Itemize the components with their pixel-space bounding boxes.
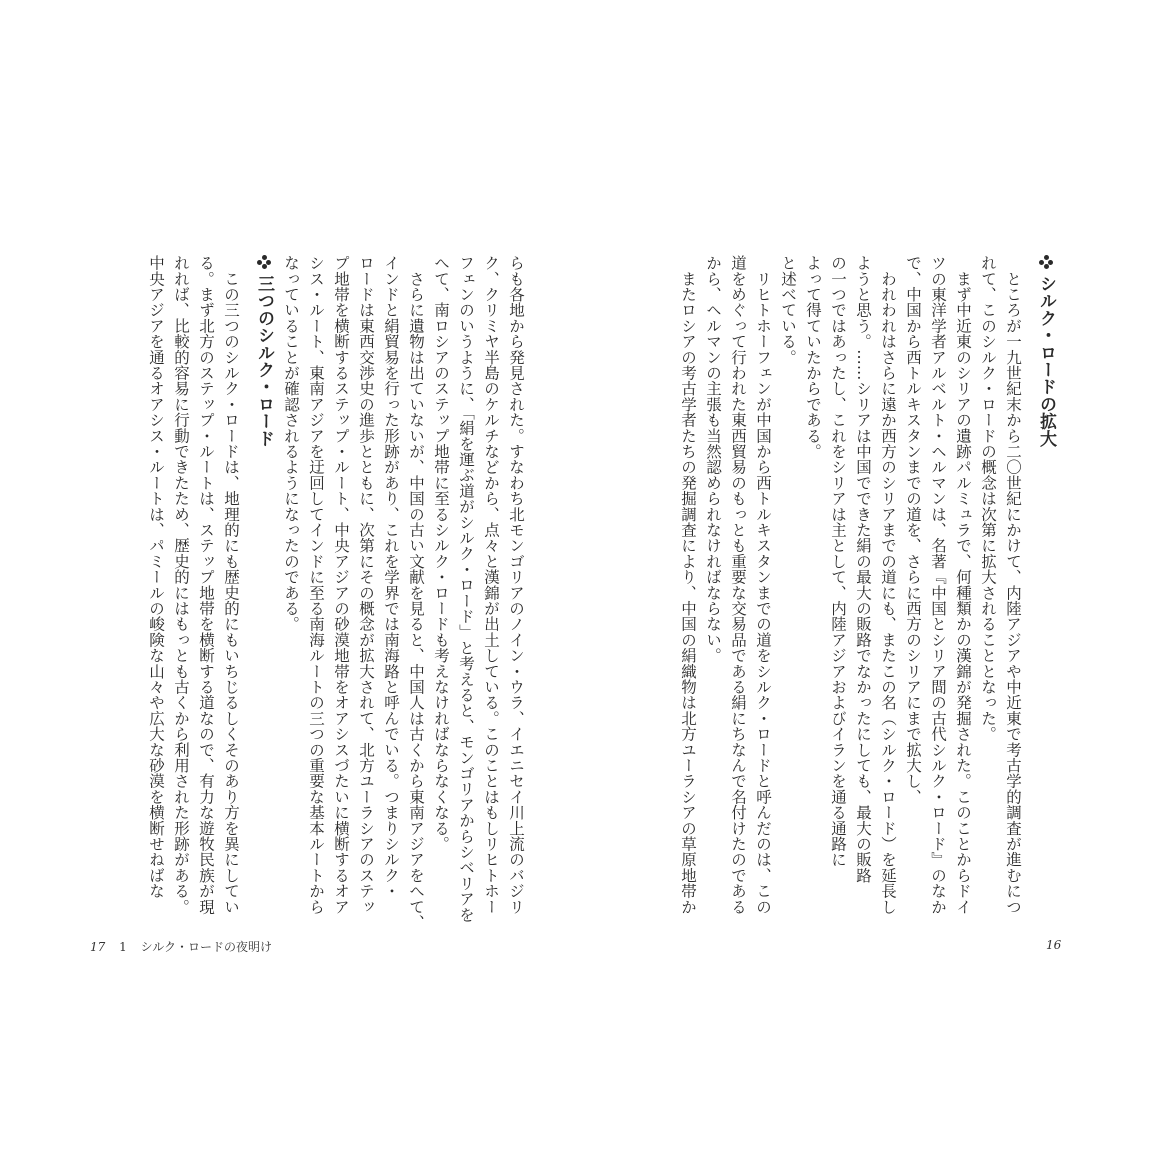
heading-ornament-icon bbox=[257, 255, 271, 269]
text-line: 道をめぐって行われた東西貿易のもっとも重要な交易品である絹にちなんで名付けたのである bbox=[729, 255, 747, 915]
text-line: れて、このシルク・ロードの概念は次第に拡大されることとなった。 bbox=[979, 255, 997, 742]
text-line: と述べている。 bbox=[779, 255, 797, 365]
text-line: この三つのシルク・ロードは、地理的にも歴史的にもいちじるしくそのあり方を異にしてい bbox=[222, 255, 240, 915]
text-line: る。まず北方のステップ・ルートは、ステップ地帯を横断する道なので、有力な遊牧民族が現 bbox=[197, 255, 215, 915]
text-line: ところが一九世紀末から二〇世紀にかけて、内陸アジアや中近東で考古学的調査が進むにつ bbox=[1004, 255, 1022, 915]
text-line: リヒトホーフェンが中国から西トルキスタンまでの道をシルク・ロードと呼んだのは、この bbox=[754, 255, 772, 915]
chapter-number: 1 bbox=[119, 940, 127, 954]
right-page-text bbox=[620, 255, 1060, 935]
text-line: の一つではあったし、これをシリアは主として、内陸アジアおよびイランを通る通路に bbox=[829, 255, 847, 868]
text-line: ク、クリミヤ半島のケルチなどから、点々と漢錦が出土している。このことはもしリヒトホー bbox=[482, 255, 500, 915]
page-number-left: 17 bbox=[90, 940, 106, 954]
left-page-footer bbox=[90, 938, 272, 955]
text-line: シス・ルート、東南アジアを迂回してインドに至る南海ルートの三つの重要な基本ルートから bbox=[307, 255, 325, 915]
text-line: われわれはさらに遠か西方のシリアまでの道にも、またこの名（シルク・ロード）を延長し bbox=[879, 255, 897, 915]
text-line: から、ヘルマンの主張も当然認められなければならない。 bbox=[704, 255, 722, 664]
text-line: よって得ていたからである。 bbox=[804, 255, 822, 460]
text-line: 中央アジアを通るオアシス・ルートは、パミールの峻険な山々や広大な砂漠を横断せねばな bbox=[147, 255, 165, 899]
text-line: フェンのいうように、「絹を運ぶ道がシルク・ロード」と考えると、モンゴリアからシベリアを bbox=[457, 255, 475, 923]
heading-ornament-icon bbox=[1039, 255, 1053, 269]
text-line: プ地帯を横断するステップ・ルート、中央アジアの砂漠地帯をオアシスづたいに横断するオア bbox=[332, 255, 350, 915]
text-line: で、中国から西トルキスタンまでの道を、さらに西方のシリアにまで拡大し、 bbox=[904, 255, 922, 805]
section-heading-text: 三つのシルク・ロード bbox=[254, 275, 274, 447]
left-page bbox=[88, 255, 528, 935]
section-heading bbox=[1033, 255, 1058, 935]
text-line: まず中近東のシリアの遺跡パルミュラで、何種類かの漢錦が発掘された。このことからドイ bbox=[954, 255, 972, 915]
page-number-right: 16 bbox=[1046, 938, 1062, 952]
text-line: インドと絹貿易を行った形跡があり、これを学界では南海路と呼んでいる。つまりシルク・ bbox=[382, 255, 400, 899]
text-line: ようと思う。……シリアは中国でできた絹の最大の販路でなかったにしても、最大の販路 bbox=[854, 255, 872, 883]
text-line: またロシアの考古学者たちの発掘調査により、中国の絹織物は北方ユーラシアの草原地帯か bbox=[679, 255, 697, 915]
text-line: さらに遺物は出ていないが、中国の古い文献を見ると、中国人は古くから東南アジアをへて、 bbox=[407, 255, 425, 931]
chapter-title: シルク・ロードの夜明け bbox=[140, 940, 273, 954]
text-line: へて、南ロシアのステップ地帯に至るシルク・ロードも考えなければならなくなる。 bbox=[432, 255, 450, 852]
section-heading-text: シルク・ロードの拡大 bbox=[1036, 275, 1056, 447]
text-line: らも各地から発見された。すなわち北モンゴリアのノイン・ウラ、イエニセイ川上流のバジリ bbox=[507, 255, 525, 915]
section-heading bbox=[251, 255, 276, 935]
left-page-text bbox=[88, 255, 528, 935]
text-line: ロードは東西交渉史の進歩とともに、次第にその概念が拡大されて、北方ユーラシアのステッ bbox=[357, 255, 375, 915]
text-line: れれば、比較的容易に行動できたため、歴史的にはもっとも古くから利用された形跡がある。 bbox=[172, 255, 190, 915]
right-page bbox=[620, 255, 1060, 935]
text-line: なっていることが確認されるようになったのである。 bbox=[282, 255, 300, 632]
text-line: ツの東洋学者アルベルト・ヘルマンは、名著『中国とシリア間の古代シルク・ロード』のなか bbox=[929, 255, 947, 915]
